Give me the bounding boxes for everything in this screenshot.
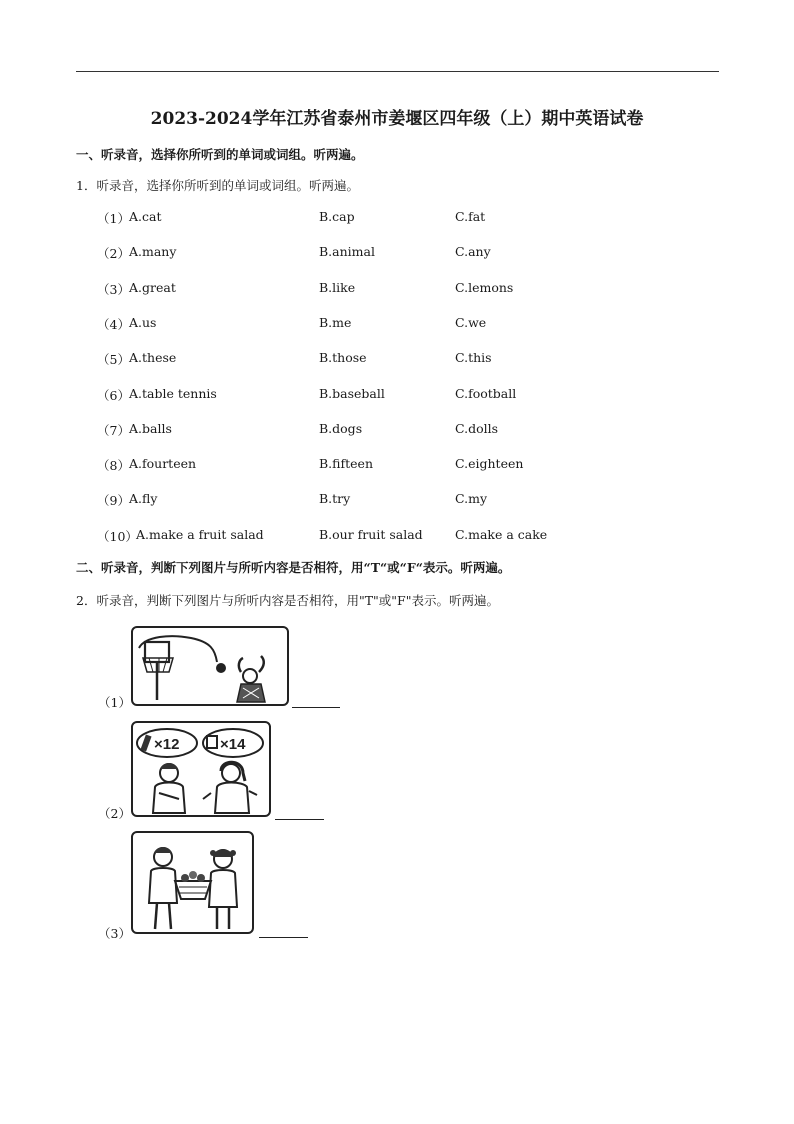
option-b[interactable]: B.try [319, 491, 351, 507]
option-c[interactable]: C.make a cake [455, 526, 548, 542]
option-a[interactable]: A.many [129, 244, 177, 260]
bubble-left-count: ×12 [154, 736, 180, 753]
option-b[interactable]: B.like [319, 279, 356, 295]
item-number: （6） [97, 387, 130, 403]
option-c[interactable]: C.dolls [455, 420, 499, 436]
option-a[interactable]: A.these [129, 350, 177, 366]
option-row [97, 244, 717, 262]
item-number: （4） [97, 316, 130, 332]
option-b[interactable]: B.our fruit salad [319, 526, 423, 542]
option-c[interactable]: C.we [455, 314, 487, 330]
option-c[interactable]: C.lemons [455, 279, 514, 295]
option-a[interactable]: A.fourteen [129, 456, 197, 472]
picture-3-fruit-basket [131, 831, 254, 934]
option-row [97, 386, 717, 404]
option-b[interactable]: B.cap [319, 209, 355, 224]
picture-3-label: （3） [98, 926, 131, 941]
option-row [97, 421, 717, 439]
option-a[interactable]: A.table tennis [129, 385, 217, 401]
item-number: （10） [97, 528, 138, 544]
option-b[interactable]: B.fifteen [319, 456, 373, 472]
item-number: （3） [97, 281, 130, 297]
option-a[interactable]: A.cat [129, 209, 162, 224]
option-row [97, 527, 717, 545]
option-c[interactable]: C.eighteen [455, 456, 524, 472]
basketball-hoop-player-icon [133, 628, 287, 704]
option-c[interactable]: C.this [455, 350, 492, 366]
option-c[interactable]: C.any [455, 244, 491, 260]
option-c[interactable]: C.football [455, 385, 517, 401]
picture-2-answer-blank[interactable] [275, 819, 324, 820]
option-row [97, 491, 717, 509]
item-number: （9） [97, 493, 130, 509]
picture-1-answer-blank[interactable] [292, 707, 340, 708]
option-a[interactable]: A.us [129, 314, 157, 330]
option-c[interactable]: C.my [455, 491, 488, 507]
page-title: 2023-2024学年江苏省泰州市姜堰区四年级（上）期中英语试卷 [150, 109, 644, 129]
item-number: （1） [97, 211, 130, 226]
item-number: （8） [97, 458, 130, 474]
question-1-prompt: 1．听录音，选择你所听到的单词或词组。听两遍。 [76, 178, 359, 193]
option-a[interactable]: A.balls [129, 420, 172, 436]
section-1-heading: 一、听录音，选择你所听到的单词或词组。听两遍。 [76, 147, 364, 162]
option-b[interactable]: B.animal [319, 244, 375, 260]
option-b[interactable]: B.me [319, 314, 352, 330]
picture-1-label: （1） [98, 695, 131, 710]
picture-1-basketball [131, 626, 289, 706]
item-number: （5） [97, 352, 130, 368]
top-rule [76, 71, 719, 72]
picture-2-label: （2） [98, 806, 131, 821]
item-number: （2） [97, 246, 130, 262]
option-row [97, 280, 717, 298]
option-a[interactable]: A.make a fruit salad [136, 526, 264, 542]
option-b[interactable]: B.baseball [319, 385, 385, 401]
two-kids-with-fruit-basket-icon [133, 833, 252, 932]
option-b[interactable]: B.dogs [319, 420, 363, 436]
option-a[interactable]: A.great [129, 279, 176, 295]
option-row [97, 456, 717, 474]
bubble-right-count: ×14 [220, 736, 246, 753]
item-number: （7） [97, 422, 130, 438]
picture-3-answer-blank[interactable] [259, 937, 308, 938]
option-row [97, 350, 717, 368]
question-2-prompt: 2．听录音，判断下列图片与所听内容是否相符，用"T"或"F"表示。听两遍。 [76, 593, 499, 608]
option-row [97, 209, 717, 227]
picture-2-counting [131, 721, 271, 817]
option-b[interactable]: B.those [319, 350, 367, 366]
two-kids-counting-items-icon [133, 723, 269, 815]
section-2-heading: 二、听录音，判断下列图片与所听内容是否相符，用“T“或“F“表示。听两遍。 [76, 560, 511, 575]
option-c[interactable]: C.fat [455, 209, 486, 224]
option-row [97, 315, 717, 333]
option-a[interactable]: A.fly [129, 491, 158, 507]
